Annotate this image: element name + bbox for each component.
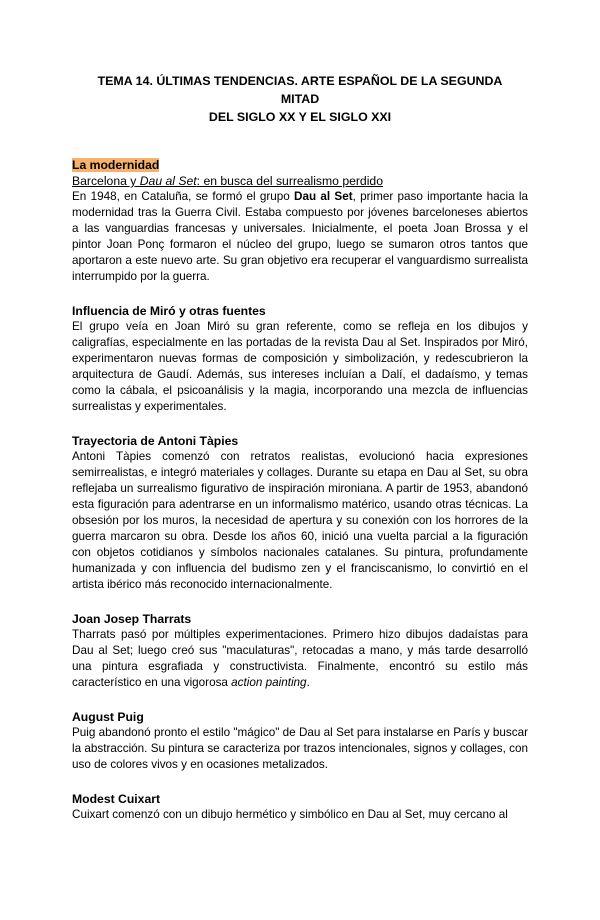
section-tharrats bbox=[72, 611, 528, 691]
section-heading: Trayectoria de Antoni Tàpies bbox=[72, 434, 239, 448]
section-puig bbox=[72, 709, 528, 773]
section-heading: Joan Josep Tharrats bbox=[72, 612, 192, 626]
section-paragraph: Antoni Tàpies comenzó con retratos realistas, evolucionó hacia expresiones semirrealistas, e integró materiales y collages. Durante su etapa en Dau al Set, su obra reflejaba un surrealismo figurativo de inspiración mironiana. A partir de 1953, abandonó esta figuración para adentrarse en un informalismo matérico, usando otras técnicas. La obsesión por los muros, la necesidad de apertura y su conexión con los horrores de la guerra marcaron su obra. Desde los años 60, inició una vuelta parcial a la figuración con objetos cotidianos y símbolos nacionales catalanes. Su pintura, profundamente humanizada y con influencia del budismo zen y el franciscanismo, lo convirtió en el artista ibérico más reconocido internacionalmente. bbox=[72, 450, 528, 591]
section-paragraph: El grupo veía en Joan Miró su gran referente, como se refleja en los dibujos y caligrafías, especialmente en las portadas de la revista Dau al Set. Inspirados por Miró, experimentaron nuevas formas de composición y simbolización, y redescubrieron la arquitectura de Gaudí. Además, sus intereses incluían a Dalí, el dadaísmo, y temas como la cábala, el psicoanálisis y la magia, incorporando una mezcla de influencias surrealistas y experimentales. bbox=[72, 320, 528, 413]
section-heading-highlighted: La modernidad bbox=[72, 158, 160, 172]
document-title bbox=[72, 72, 528, 126]
section-la-modernidad bbox=[72, 157, 528, 285]
title-line-1: TEMA 14. ÚLTIMAS TENDENCIAS. ARTE ESPAÑOL DE LA SEGUNDA MITAD bbox=[97, 74, 503, 106]
document-page bbox=[0, 72, 600, 920]
section-heading: Modest Cuixart bbox=[72, 792, 161, 806]
section-heading: Influencia de Miró y otras fuentes bbox=[72, 304, 266, 318]
section-subheading: Barcelona y Dau al Set: en busca del surrealismo perdido bbox=[72, 174, 383, 188]
section-influencia-miro bbox=[72, 303, 528, 415]
section-paragraph: Cuixart comenzó con un dibujo hermético y simbólico en Dau al Set, muy cercano al bbox=[72, 808, 508, 821]
title-line-2: DEL SIGLO XX Y EL SIGLO XXI bbox=[208, 110, 392, 124]
section-tapies bbox=[72, 433, 528, 593]
section-paragraph: Tharrats pasó por múltiples experimentaciones. Primero hizo dibujos dadaístas para Dau al Set; luego creó sus "maculaturas", retocadas a mano, y más tarde desarrolló una pintura esgrafiada y constructivista. Finalmente, encontró su estilo más característico en una vigorosa action painting. bbox=[72, 628, 528, 689]
section-cuixart bbox=[72, 791, 528, 823]
section-heading: August Puig bbox=[72, 710, 144, 724]
section-paragraph: Puig abandonó pronto el estilo "mágico" de Dau al Set para instalarse en París y buscar la abstracción. Su pintura se caracteriza por trazos intencionales, signos y collages, con uso de colores vivos y en ocasiones metalizados. bbox=[72, 726, 528, 771]
section-paragraph: En 1948, en Cataluña, se formó el grupo Dau al Set, primer paso importante hacia la modernidad tras la Guerra Civil. Estaba compuesto por jóvenes barceloneses abiertos a las vanguardias francesas y universales. Inicialmente, el poeta Joan Brossa y el pintor Joan Ponç formaron el núcleo del grupo, luego se sumaron otros tantos que aportaron a este nuevo arte. Su gran objetivo era recuperar el vanguardismo surrealista interrumpido por la guerra. bbox=[72, 190, 528, 283]
